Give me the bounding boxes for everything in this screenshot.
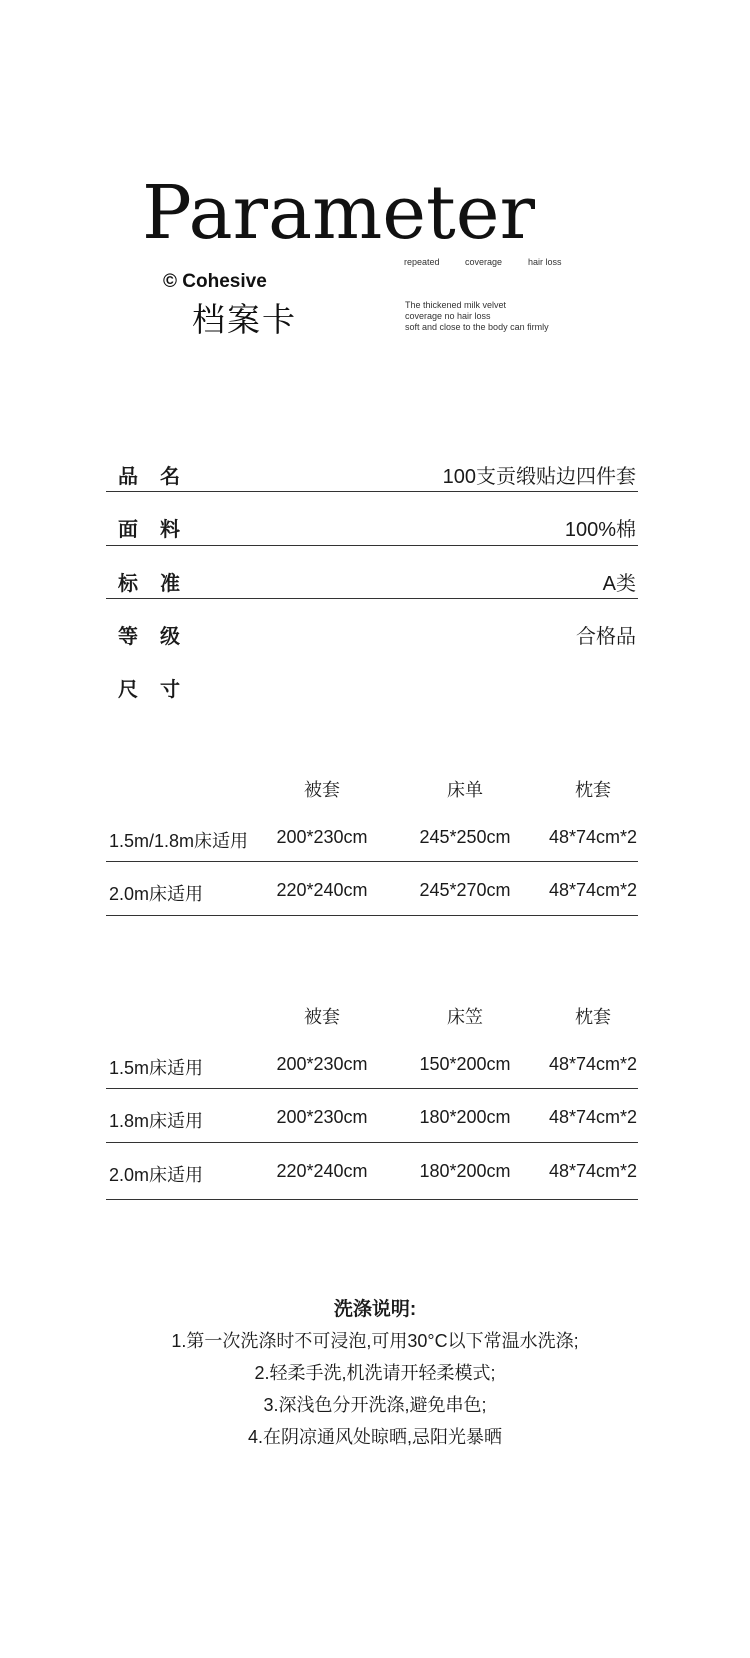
table-cell: 200*230cm	[276, 827, 368, 847]
table-cell: 245*250cm	[419, 827, 511, 847]
param-row-standard	[106, 567, 638, 595]
param-row-fabric	[106, 513, 638, 541]
description-line: soft and close to the body can firmly	[405, 322, 549, 332]
table-header: 被套	[304, 780, 340, 800]
table-header: 床笠	[447, 1007, 483, 1027]
page-subtitle: 档案卡	[192, 301, 297, 338]
table-cell: 220*240cm	[276, 1161, 368, 1181]
table-cell: 48*74cm*2	[548, 880, 638, 900]
divider	[106, 598, 638, 599]
wash-line: 4.在阴凉通风处晾晒,忌阳光暴晒	[247, 1427, 502, 1447]
table-cell: 48*74cm*2	[548, 1054, 638, 1074]
table-header: 枕套	[575, 1007, 611, 1027]
divider	[106, 545, 638, 546]
param-value: 100%棉	[564, 519, 636, 541]
param-row-name	[106, 460, 638, 488]
table-header: 被套	[304, 1007, 340, 1027]
page-title: Parameter	[142, 170, 535, 256]
param-row-size	[106, 673, 638, 701]
table-cell: 220*240cm	[276, 880, 368, 900]
table-header: 床单	[447, 780, 483, 800]
param-label: 等级	[118, 626, 202, 648]
table-cell: 48*74cm*2	[548, 1107, 638, 1127]
param-value: 合格品	[576, 626, 636, 648]
param-label: 尺寸	[118, 679, 202, 701]
divider	[106, 1142, 638, 1143]
param-label: 品名	[118, 466, 202, 488]
table-cell: 48*74cm*2	[548, 827, 638, 847]
tag-repeated: repeated	[404, 257, 440, 267]
table-cell: 2.0m床适用	[109, 884, 204, 904]
table-cell: 180*200cm	[419, 1161, 511, 1181]
table-cell: 200*230cm	[276, 1107, 368, 1127]
table-cell: 150*200cm	[419, 1054, 511, 1074]
param-value: 100支贡缎贴边四件套	[442, 466, 636, 488]
table-cell: 1.5m床适用	[109, 1058, 204, 1078]
divider	[106, 1199, 638, 1200]
divider	[106, 491, 638, 492]
wash-line: 2.轻柔手洗,机洗请开轻柔模式;	[254, 1363, 496, 1383]
divider	[106, 915, 638, 916]
brand-name: © Cohesive	[163, 271, 267, 292]
divider	[106, 861, 638, 862]
description-line: The thickened milk velvet	[405, 300, 507, 310]
divider	[106, 1088, 638, 1089]
description-line: coverage no hair loss	[405, 311, 491, 321]
table-cell: 48*74cm*2	[548, 1161, 638, 1181]
table-cell: 245*270cm	[419, 880, 511, 900]
wash-line: 1.第一次洗涤时不可浸泡,可用30°C以下常温水洗涤;	[171, 1331, 579, 1351]
table-cell: 180*200cm	[419, 1107, 511, 1127]
tag-hair-loss: hair loss	[528, 257, 562, 267]
table-cell: 200*230cm	[276, 1054, 368, 1074]
table-cell: 1.5m/1.8m床适用	[109, 831, 249, 851]
param-row-grade	[106, 620, 638, 648]
param-label: 标准	[118, 573, 202, 595]
param-label: 面料	[118, 519, 202, 541]
wash-line: 3.深浅色分开洗涤,避免串色;	[263, 1395, 487, 1415]
param-value: A类	[602, 573, 636, 595]
description-block	[405, 300, 549, 333]
table-cell: 2.0m床适用	[109, 1165, 204, 1185]
table-header: 枕套	[575, 780, 611, 800]
wash-title: 洗涤说明:	[333, 1299, 417, 1320]
table-cell: 1.8m床适用	[109, 1111, 204, 1131]
tag-coverage: coverage	[465, 257, 503, 267]
